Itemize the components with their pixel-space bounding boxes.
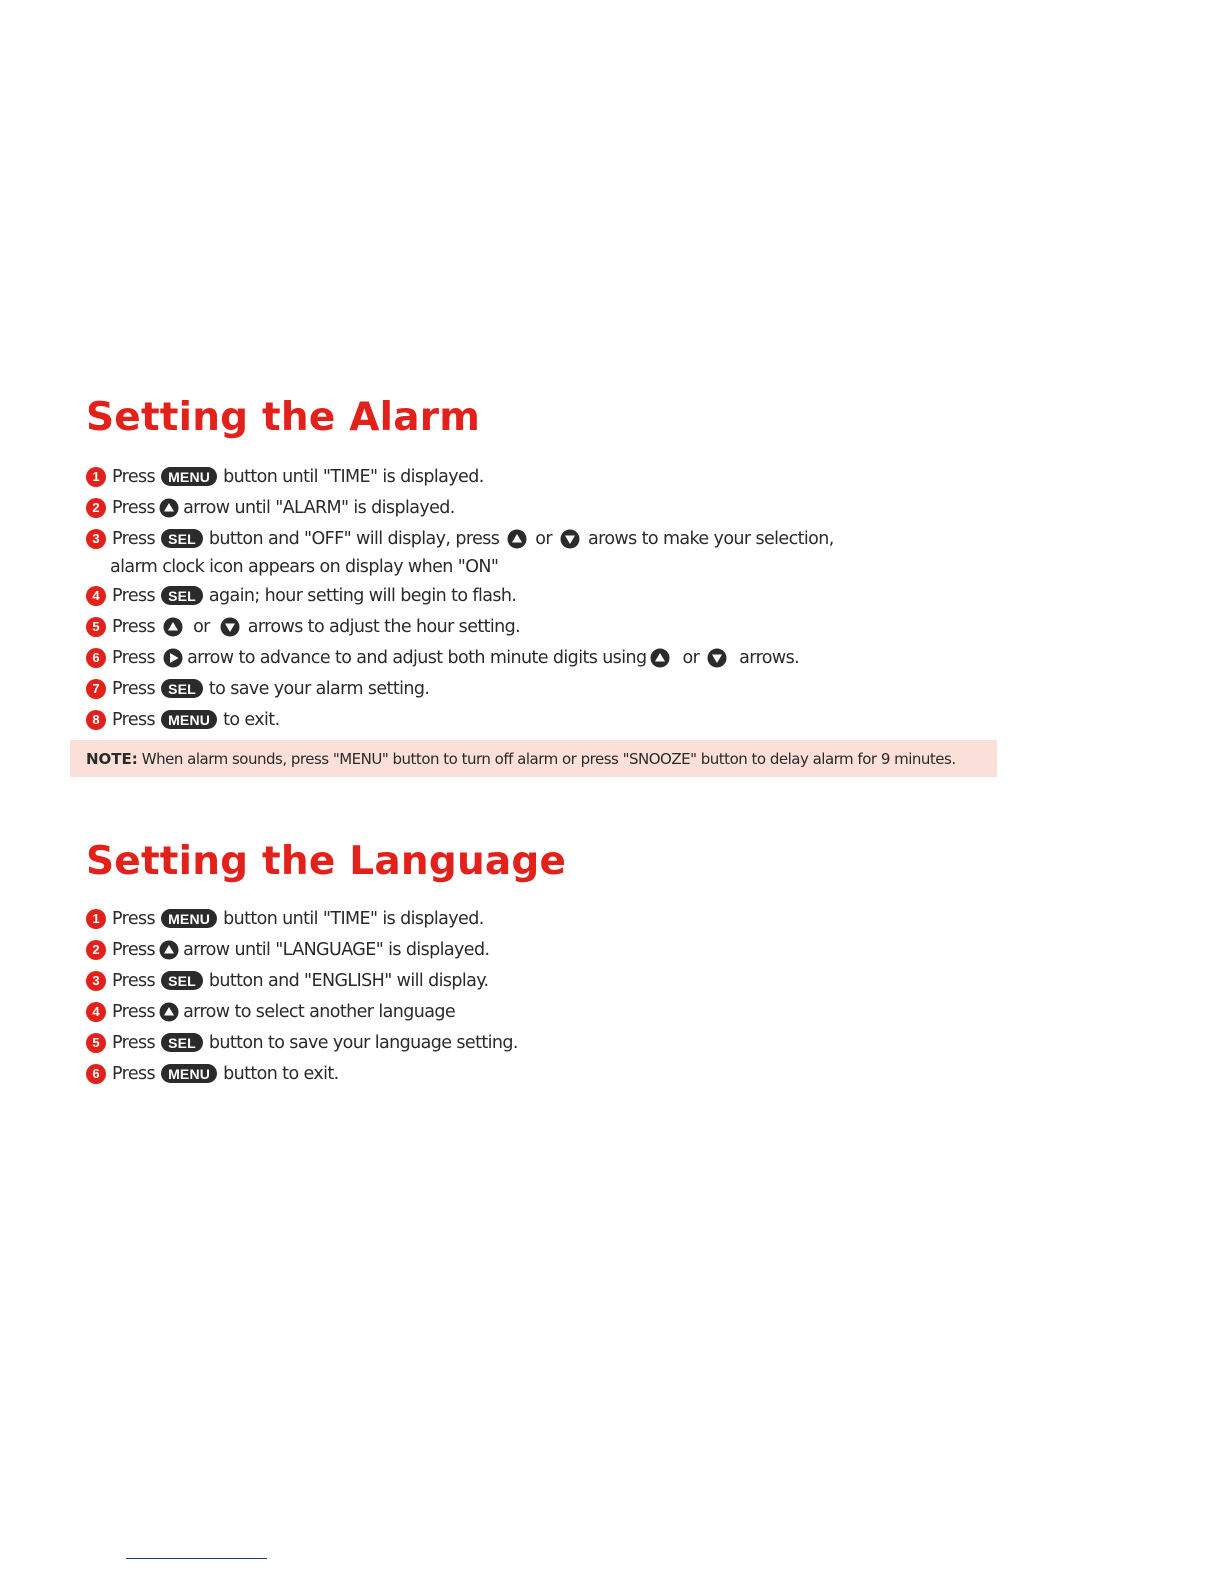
up-arrow-icon [507,529,527,549]
step-text: Press [112,497,156,518]
step-text: alarm clock icon appears on display when "ON" [110,557,499,577]
step-text: to exit. [223,709,280,730]
step-text: Press [112,908,156,929]
step-text: or [535,528,552,549]
language-step-5 [86,1027,518,1058]
menu-button-icon: MENU [161,1064,217,1083]
step-number-badge: 8 [86,710,106,730]
alarm-steps-list [86,461,834,735]
step-text: to save your alarm setting. [208,678,430,699]
alarm-step-8 [86,704,834,735]
down-arrow-icon [707,648,727,668]
up-arrow-icon [650,648,670,668]
alarm-step-4 [86,580,834,611]
step-text: Press [112,1032,156,1053]
step-text: button until "TIME" is displayed. [223,908,484,929]
sel-button-icon: SEL [161,1033,203,1052]
language-step-1 [86,903,518,934]
step-text: Press [112,678,156,699]
note-box [70,740,997,777]
step-text: Press [112,970,156,991]
up-arrow-icon [159,940,179,960]
step-number-badge: 7 [86,679,106,699]
step-number-badge: 5 [86,1033,106,1053]
alarm-step-1 [86,461,834,492]
language-step-3 [86,965,518,996]
menu-button-icon: MENU [161,710,217,729]
step-number-badge: 4 [86,586,106,606]
step-text: arrows to adjust the hour setting. [247,616,521,637]
step-text: Press [112,466,156,487]
step-text: Press [112,939,156,960]
down-arrow-icon [560,529,580,549]
step-text: button and "ENGLISH" will display. [208,970,489,991]
right-arrow-icon [163,648,183,668]
step-number-badge: 3 [86,971,106,991]
step-text: Press [112,528,156,549]
step-text: arrow to advance to and adjust both minute digits using [187,647,647,668]
step-text: Press [112,647,156,668]
language-section-title: Setting the Language [86,839,567,884]
step-text: Press [112,1001,156,1022]
step-number-badge: 1 [86,467,106,487]
note-label: NOTE: [86,749,138,768]
footer-rule [126,1558,267,1559]
alarm-step-3-continued [86,554,834,580]
step-text: arrows. [739,647,800,668]
step-text: Press [112,709,156,730]
step-number-badge: 2 [86,498,106,518]
sel-button-icon: SEL [161,529,203,548]
note-text: When alarm sounds, press "MENU" button to turn off alarm or press "SNOOZE" button to delay alarm for 9 minutes. [141,749,956,768]
step-number-badge: 6 [86,648,106,668]
language-steps-list [86,903,518,1089]
sel-button-icon: SEL [161,679,203,698]
step-text: button and "OFF" will display, press [208,528,500,549]
step-text: Press [112,585,156,606]
sel-button-icon: SEL [161,971,203,990]
step-text: or [193,616,210,637]
step-text: again; hour setting will begin to flash. [208,585,517,606]
alarm-step-2 [86,492,834,523]
step-number-badge: 6 [86,1064,106,1084]
alarm-step-5 [86,611,834,642]
step-number-badge: 4 [86,1002,106,1022]
step-text: arrow until "LANGUAGE" is displayed. [183,939,490,960]
step-number-badge: 2 [86,940,106,960]
down-arrow-icon [220,617,240,637]
sel-button-icon: SEL [161,586,203,605]
step-text: arrow to select another language [183,1001,456,1022]
step-number-badge: 1 [86,909,106,929]
up-arrow-icon [159,498,179,518]
up-arrow-icon [159,1002,179,1022]
step-text: button to save your language setting. [208,1032,518,1053]
step-text: button until "TIME" is displayed. [223,466,484,487]
step-text: arows to make your selection, [587,528,834,549]
step-text: Press [112,616,156,637]
step-text: or [682,647,700,668]
language-step-2 [86,934,518,965]
alarm-step-7 [86,673,834,704]
step-number-badge: 5 [86,617,106,637]
menu-button-icon: MENU [161,909,217,928]
menu-button-icon: MENU [161,467,217,486]
step-text: button to exit. [223,1063,339,1084]
step-text: arrow until "ALARM" is displayed. [183,497,455,518]
alarm-step-6 [86,642,834,673]
up-arrow-icon [163,617,183,637]
language-step-6 [86,1058,518,1089]
alarm-step-3 [86,523,834,554]
language-step-4 [86,996,518,1027]
alarm-section-title: Setting the Alarm [86,395,481,440]
step-text: Press [112,1063,156,1084]
step-number-badge: 3 [86,529,106,549]
